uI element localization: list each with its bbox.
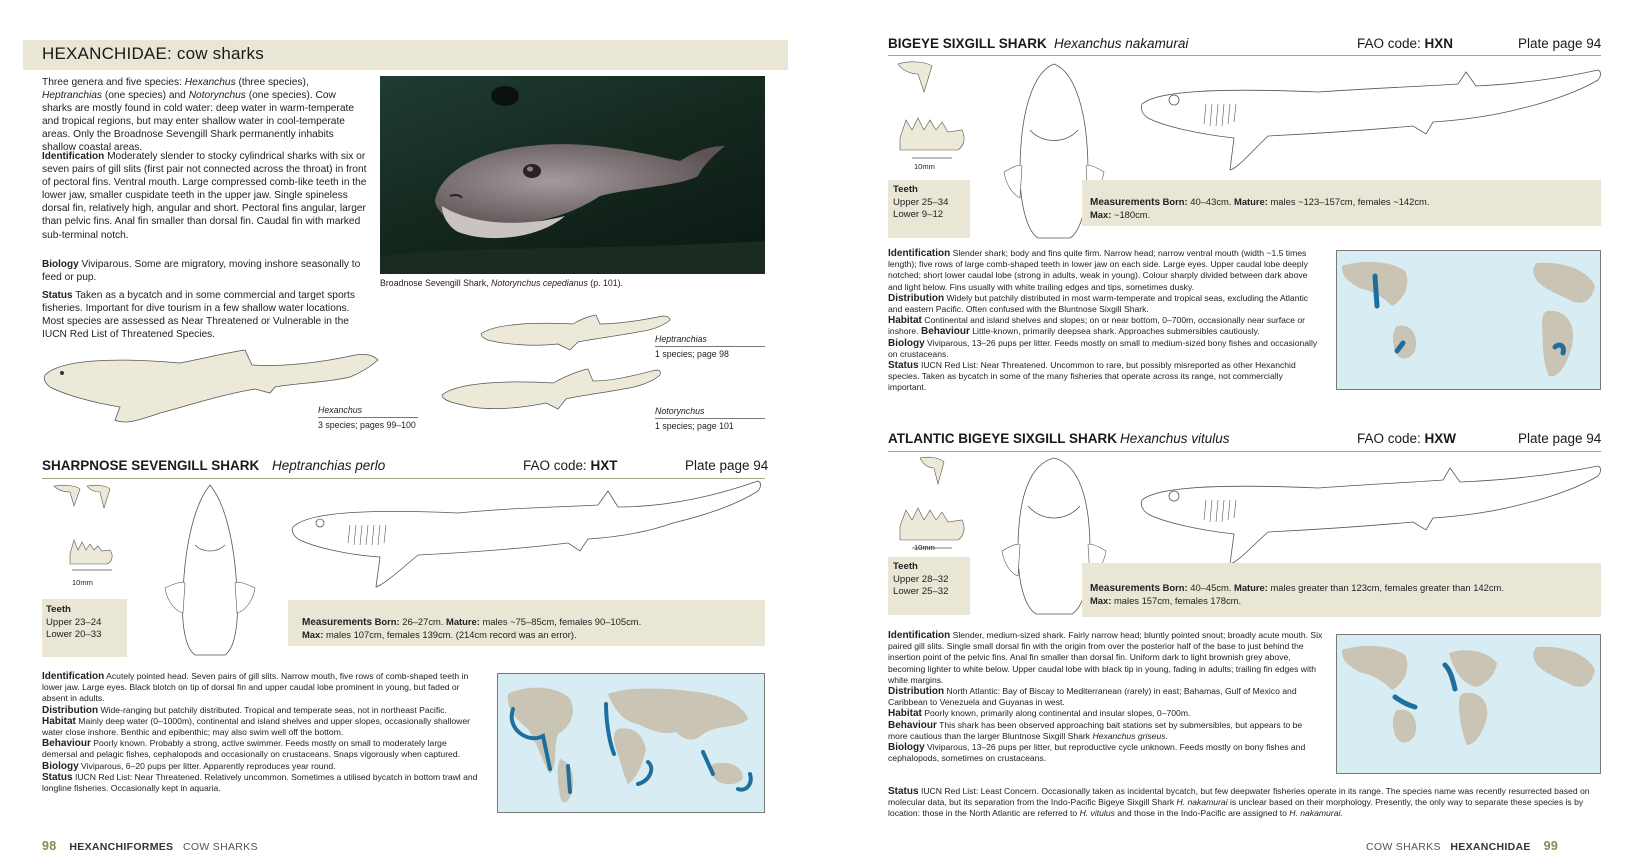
species-1-description: Identification Acutely pointed head. Seven pairs of gill slits. Narrow mouth, five rows of comb-shaped teeth in lower jaw. Large eyes. Black blotch on tip of dorsal fin and upper caudal lobe prominent in young, but faded or absent in adults. Distribution Wide-ranging but patchily distributed. Tropical and temperate seas, not in northeast Pacific. Habitat Mainly deep water (0–1000m), continental and island shelves and upper slopes, occasionally shallower water close inshore. Benthic and epibenthic; may also swim well off the bottom. Behaviour Poorly known. Probably a strong, active swimmer. Feeds mostly on small to moderately large demersal and pelagic fishes, cephalopods and occasionally on crustaceans. Snaps vigorously when captured. Biology Viviparous, 6–20 pups per litter. Apparently reproduces year round. Status IUCN Red List: Near Threatened. Relatively uncommon. Sometimes a utilised bycatch in bottom trawl and longline fisheries. Occasionally kept in aquaria. xyxy=(42,671,478,794)
species-3-teeth-illustration xyxy=(896,456,976,556)
genus-notorynchus-name: Notorynchus xyxy=(655,406,705,416)
heptranchias-illustration xyxy=(478,312,673,357)
species-3-scale-label: 10mm xyxy=(914,543,935,552)
species-3-teeth-counts: Teeth Upper 28–32 Lower 25–32 xyxy=(893,561,949,597)
right-order-name: HEXANCHIDAE xyxy=(1450,841,1531,853)
genus-heptranchias-name: Heptranchias xyxy=(655,334,707,344)
family-title xyxy=(42,44,264,64)
heptranchias-label-rule xyxy=(655,346,765,347)
species-1-ventral-view xyxy=(155,483,265,658)
photo-caption: Broadnose Sevengill Shark, Notorynchus cepedianus (p. 101). xyxy=(380,278,624,288)
right-family-name: COW SHARKS xyxy=(1366,841,1441,853)
genus-hexanchus-name: Hexanchus xyxy=(318,405,363,415)
species-2-plate-page: Plate page 94 xyxy=(1518,36,1602,51)
species-1-scientific-name: Heptranchias perlo xyxy=(272,458,386,473)
species-1-scale-label: 10mm xyxy=(72,578,93,587)
species-2-teeth-counts: Teeth Upper 25–34 Lower 9–12 xyxy=(893,184,949,220)
genus-heptranchias-detail: 1 species; page 98 xyxy=(655,349,729,359)
species-3-status: Status IUCN Red List: Least Concern. Occasionally taken as incidental bycatch, but few deepwater fisheries operate in its range. The species name was recently resurrected based on molecular data, but its separation from the Indo-Pacific Bigeye Sixgill Shark H. nakamurai is unclear based on their morphology. Presently, the only way to separate these species is by location: those in the North Atlantic are referred to H. vitulus and those in the Indo-Pacific are assigned to H. nakamurai. xyxy=(888,786,1590,819)
right-page-number: 99 xyxy=(1543,839,1559,853)
species-1-measurements: Measurements Born: 26–27cm. Mature: males ~75–85cm, females 90–105cm. Max: males 107cm, females 139cm. (214cm record was an error). xyxy=(302,616,642,641)
left-family-name: COW SHARKS xyxy=(183,841,258,853)
species-1-fao-code: FAO code: HXT xyxy=(523,458,618,473)
species-2-lateral-view xyxy=(1138,68,1603,172)
species-3-common-name: ATLANTIC BIGEYE SIXGILL SHARK xyxy=(888,431,1118,446)
species-3-fao-code: FAO code: HXW xyxy=(1357,431,1457,446)
species-2-scale-label: 10mm xyxy=(914,162,935,171)
species-2-common-name: BIGEYE SIXGILL SHARK xyxy=(888,36,1047,51)
species-1-teeth-counts: Teeth Upper 23–24 Lower 20–33 xyxy=(46,604,102,640)
notorynchus-illustration xyxy=(438,365,663,430)
species-2-range-map xyxy=(1336,250,1601,390)
species-3-rule xyxy=(888,451,1601,452)
family-overview: Three genera and five species: Hexanchus (three species), Heptranchias (one species) and Notorynchus (one species). Cow sharks are mostly found in cold water: deep water in warm-temperate and tropical regions, but may enter shallow water in cool-temperate areas. Only the Broadnose Sevengill Shark permanently inhabits shallow coastal areas. xyxy=(42,77,354,154)
species-1-plate-page: Plate page 94 xyxy=(685,458,769,473)
broadnose-sevengill-photo xyxy=(380,76,765,274)
species-1-lateral-view xyxy=(288,477,763,589)
genus-notorynchus-detail: 1 species; page 101 xyxy=(655,421,734,431)
species-3-scientific-name: Hexanchus vitulus xyxy=(1120,431,1230,446)
family-biology: Biology Viviparous. Some are migratory, moving inshore seasonally to feed or pup. xyxy=(42,259,361,284)
family-status: Status Taken as a bycatch and in some commercial and target sports fisheries. Important for dive tourism in a few shallow water locations. Most species are assessed as Near Threatened or Vulnerable in the IUCN Red List of Threatened Species. xyxy=(42,290,355,341)
notorynchus-label-rule xyxy=(655,418,765,419)
family-identification: Identification Moderately slender to stocky cylindrical sharks with six or seven pairs of gill slits (first pair not connected across the throat) in front of pectoral fins. Ventral mouth. Large compressed comb-like teeth in the lower jaw, smaller cuspidate teeth in the upper jaw. Single spineless dorsal fin, relatively high, angular and short. Pectoral fins angular, larger than pelvic fins. Anal fin smaller than dorsal fin. Caudal fin with marked sub-terminal notch. xyxy=(42,151,367,241)
species-2-teeth-illustration xyxy=(896,60,976,168)
left-footer xyxy=(42,839,258,853)
left-page-number: 98 xyxy=(42,839,57,853)
left-order-name: HEXANCHIFORMES xyxy=(69,841,174,853)
hexanchus-label-rule xyxy=(318,417,418,418)
page-gutter xyxy=(815,0,858,866)
species-3-lateral-view xyxy=(1138,462,1603,566)
species-3-plate-page: Plate page 94 xyxy=(1518,431,1602,446)
family-common-name: cow sharks xyxy=(176,44,264,63)
right-page xyxy=(858,0,1631,866)
species-2-rule xyxy=(888,55,1601,56)
left-page xyxy=(0,0,815,866)
species-3-range-map xyxy=(1336,634,1601,774)
shark-photo-illustration xyxy=(380,76,765,274)
species-2-measurements: Measurements Born: 40–43cm. Mature: males ~123–157cm, females ~142cm. Max: ~180cm. xyxy=(1090,196,1430,221)
right-footer xyxy=(1366,839,1558,853)
species-1-teeth-illustration xyxy=(52,484,132,582)
species-1-common-name: SHARPNOSE SEVENGILL SHARK xyxy=(42,458,260,473)
genus-hexanchus-detail: 3 species; pages 99–100 xyxy=(318,420,416,430)
species-3-description: Identification Slender, medium-sized shark. Fairly narrow head; bluntly pointed snout; broadly acute mouth. Six paired gill slits. Single small dorsal fin with the origin from over the posterior half of the base to just behind the insertion point of the pelvic fins. Anal fin smaller than dorsal fin. Uniform dark to light brownish grey above, becoming lighter to white below. Upper caudal lobe with black tip in young, fading in adults; trailing fin edges with white margins. Distribution North Atlantic: Bay of Biscay to Mediterranean (rarely) in east; Bahamas, Gulf of Mexico and Caribbean to Venezuela and Guyanas in west. Habitat Poorly known, primarily along continental and insular slopes, 0–700m. Behaviour This shark has been observed approaching bait stations set by submersibles, but appears to be more cautious than the larger Bluntnose Sixgill Shark Hexanchus griseus. Biology Viviparous, 13–26 pups per litter, but reproductive cycle unknown. Feeds mostly on bony fishes and cephalopods, sometimes on crustaceans. xyxy=(888,630,1323,764)
family-name: HEXANCHIDAE: xyxy=(42,44,172,63)
species-3-measurements: Measurements Born: 40–45cm. Mature: males greater than 123cm, females greater than 142cm. Max: males 157cm, females 178cm. xyxy=(1090,582,1504,607)
species-1-range-map xyxy=(497,673,765,813)
species-2-fao-code: FAO code: HXN xyxy=(1357,36,1454,51)
species-2-scientific-name: Hexanchus nakamurai xyxy=(1054,36,1189,51)
species-2-description: Identification Slender shark; body and fins quite firm. Narrow head; narrow ventral mouth (width ~1.5 times length); five rows of large comb-shaped teeth in lower jaw on each side. Large eyes. Upper caudal lobe deeply notched; short lower caudal lobe (strong in adults, weak in young). Colour sharply divided between dark above and light below. Fins usually with white trailing edges and tips, sometimes dusky. Distribution Widely but patchily distributed in most warm-temperate and tropical seas, excluding the Atlantic and eastern Pacific. Often confused with the Bluntnose Sixgill Shark. Habitat Continental and island shelves and slopes; on or near bottom, 0–700m, occasionally near surface or inshore. Behaviour Little-known, primarily deepsea shark. Approaches submersibles cautiously. Biology Viviparous, 13–26 pups per litter. Feeds mostly on small to medium-sized bony fishes and occasionally on crustaceans. Status IUCN Red List: Near Threatened. Uncommon to rare, but possibly misreported as other Hexanchid species. Taken as bycatch in some of the many fisheries that operate across its range, not commercially important. xyxy=(888,248,1318,393)
